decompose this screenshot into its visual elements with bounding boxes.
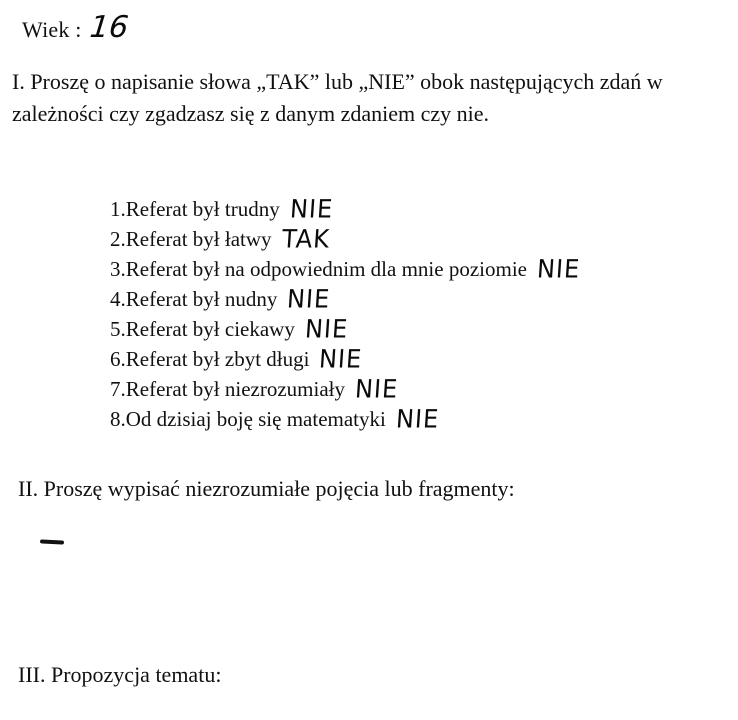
statement-item-7	[110, 374, 580, 404]
handwritten-answer: NIE	[303, 314, 350, 344]
statement-item-3	[110, 254, 580, 284]
statement-list	[110, 194, 580, 434]
handwritten-answer: TAK	[280, 224, 331, 254]
statement-item-4	[110, 284, 580, 314]
statement-text: 8.Od dzisiaj boję się matematyki	[110, 407, 386, 431]
section-2-heading: II. Proszę wypisać niezrozumiałe pojęcia lub fragmenty:	[18, 476, 515, 501]
statement-text: 5.Referat był ciekawy	[110, 317, 295, 341]
section-3-heading: III. Propozycja tematu:	[18, 662, 222, 687]
statement-text: 3.Referat był na odpowiednim dla mnie poziomie	[110, 257, 527, 281]
statement-text: 6.Referat był zbyt długi	[110, 347, 310, 371]
handwritten-dash	[40, 539, 64, 544]
statement-item-5	[110, 314, 580, 344]
statement-text: 4.Referat był nudny	[110, 287, 278, 311]
handwritten-answer: NIE	[286, 284, 332, 314]
handwritten-answer: NIE	[536, 254, 582, 284]
statement-item-8	[110, 404, 580, 434]
statement-text: 7.Referat był niezrozumiały	[110, 377, 345, 401]
statement-item-1	[110, 194, 580, 224]
statement-item-6	[110, 344, 580, 374]
handwritten-answer: NIE	[318, 344, 364, 374]
age-label: Wiek :	[22, 17, 82, 42]
handwritten-answer: NIE	[394, 404, 441, 434]
statement-text: 2.Referat był łatwy	[110, 227, 272, 251]
handwritten-answer: NIE	[288, 194, 334, 224]
handwritten-answer: NIE	[354, 374, 400, 404]
section-1-instruction: I. Proszę o napisanie słowa „TAK” lub „NIE” obok następujących zdań w zależności czy zgadzasz się z danym zdaniem czy nie.	[12, 69, 663, 126]
statement-text: 1.Referat był trudny	[110, 197, 280, 221]
age-handwritten-value: 16	[87, 10, 130, 45]
statement-item-2	[110, 224, 580, 254]
age-row	[22, 10, 128, 45]
